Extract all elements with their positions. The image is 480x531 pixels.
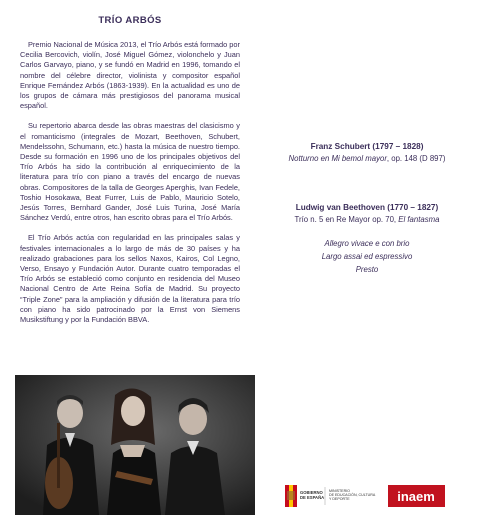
movement-list <box>262 239 472 274</box>
bio-paragraph-1: Premio Nacional de Música 2013, el Trío Arbós está formado por Cecilia Bercovich, violín, José Miguel Gómez, violonchelo y Juan Carlos Garvayo, piano, y se fundó en Madrid en 1996, tomando el nombre del célebre director, violinista y compositor español Enrique Fernández Arbós (1863-1939). En la actualidad es uno de los grupos de cámara más prestigiosos del panorama musical español. <box>20 40 240 111</box>
movement-1: Allegro vivace e con brio <box>324 239 410 248</box>
work-beethoven <box>262 215 472 224</box>
program-piece-schubert <box>262 142 472 163</box>
work-beethoven-nickname: El fantasma <box>398 215 440 224</box>
movement-3: Presto <box>355 265 379 274</box>
gobierno-text: GOBIERNO <box>300 490 323 495</box>
government-logo-strip <box>285 483 445 509</box>
inaem-text: inaem <box>397 489 435 504</box>
work-schubert <box>262 154 472 163</box>
trio-photo <box>15 375 255 515</box>
bio-paragraph-2: Su repertorio abarca desde las obras maestras del clasicismo y el romanticismo (integrales de Mozart, Beethoven, Schubert, Mendelssohn, Schumann, etc.) hasta la música de nuestro tiempo. Desde su formación en 1996 uno de los principales objetivos del Trío Arbós ha sido la contribución al enriquecimiento de la literatura para trío con piano a través del encargo de nuevas obras. Compositores de la talla de Georges Aperghis, Ivan Fedele, Toshio Hosokawa, Beat Furrer, Luis de Pablo, Mauricio Sotelo, Jesús Torres, Bernhard Gander, José Luis Turina, José María Sánchez Verdú, entre otros, han escrito obras para el Trío Arbós. <box>20 121 240 223</box>
sponsor-logos <box>285 483 445 509</box>
program-column <box>262 142 472 278</box>
work-schubert-title: Notturno en Mi bemol mayor <box>288 154 387 163</box>
bio-title: TRÍO ARBÓS <box>98 15 162 26</box>
trio-photo-image <box>15 375 255 515</box>
svg-text:DE ESPAÑA: DE ESPAÑA <box>300 495 325 500</box>
svg-text:DE EDUCACIÓN, CULTURA: DE EDUCACIÓN, CULTURA <box>329 493 376 497</box>
work-beethoven-title: Trío n. 5 en Re Mayor op. 70, <box>294 215 399 224</box>
composer-beethoven: Ludwig van Beethoven (1770 – 1827) <box>295 203 439 212</box>
ministerio-text: MINISTERIO <box>329 489 350 493</box>
bio-paragraph-3: El Trío Arbós actúa con regularidad en las principales salas y festivales internacionales a lo largo de más de 30 países y ha realizado grabaciones para los sellos Naxos, Kairos, Col Legno, Verso, Ensayo y Fundación Autor. Durante cuatro temporadas el Trío Arbós se estableció como conjunto en residencia del Museo Nacional Centro de Arte Reina Sofía de Madrid. Su proyecto “Triple Zone” para la ampliación y difusión de la literatura para trío con piano ha sido patrocinado por la Ernst von Siemens Musikstiftung y por la Fundación BBVA. <box>20 233 240 325</box>
bio-column <box>20 15 240 335</box>
coat-of-arms-icon <box>285 485 297 507</box>
composer-schubert: Franz Schubert (1797 – 1828) <box>310 142 424 151</box>
work-schubert-opus: , op. 148 (D 897) <box>386 154 446 163</box>
svg-text:Y DEPORTE: Y DEPORTE <box>329 497 350 501</box>
movement-2: Largo assai ed espressivo <box>321 252 413 261</box>
program-piece-beethoven <box>262 203 472 274</box>
